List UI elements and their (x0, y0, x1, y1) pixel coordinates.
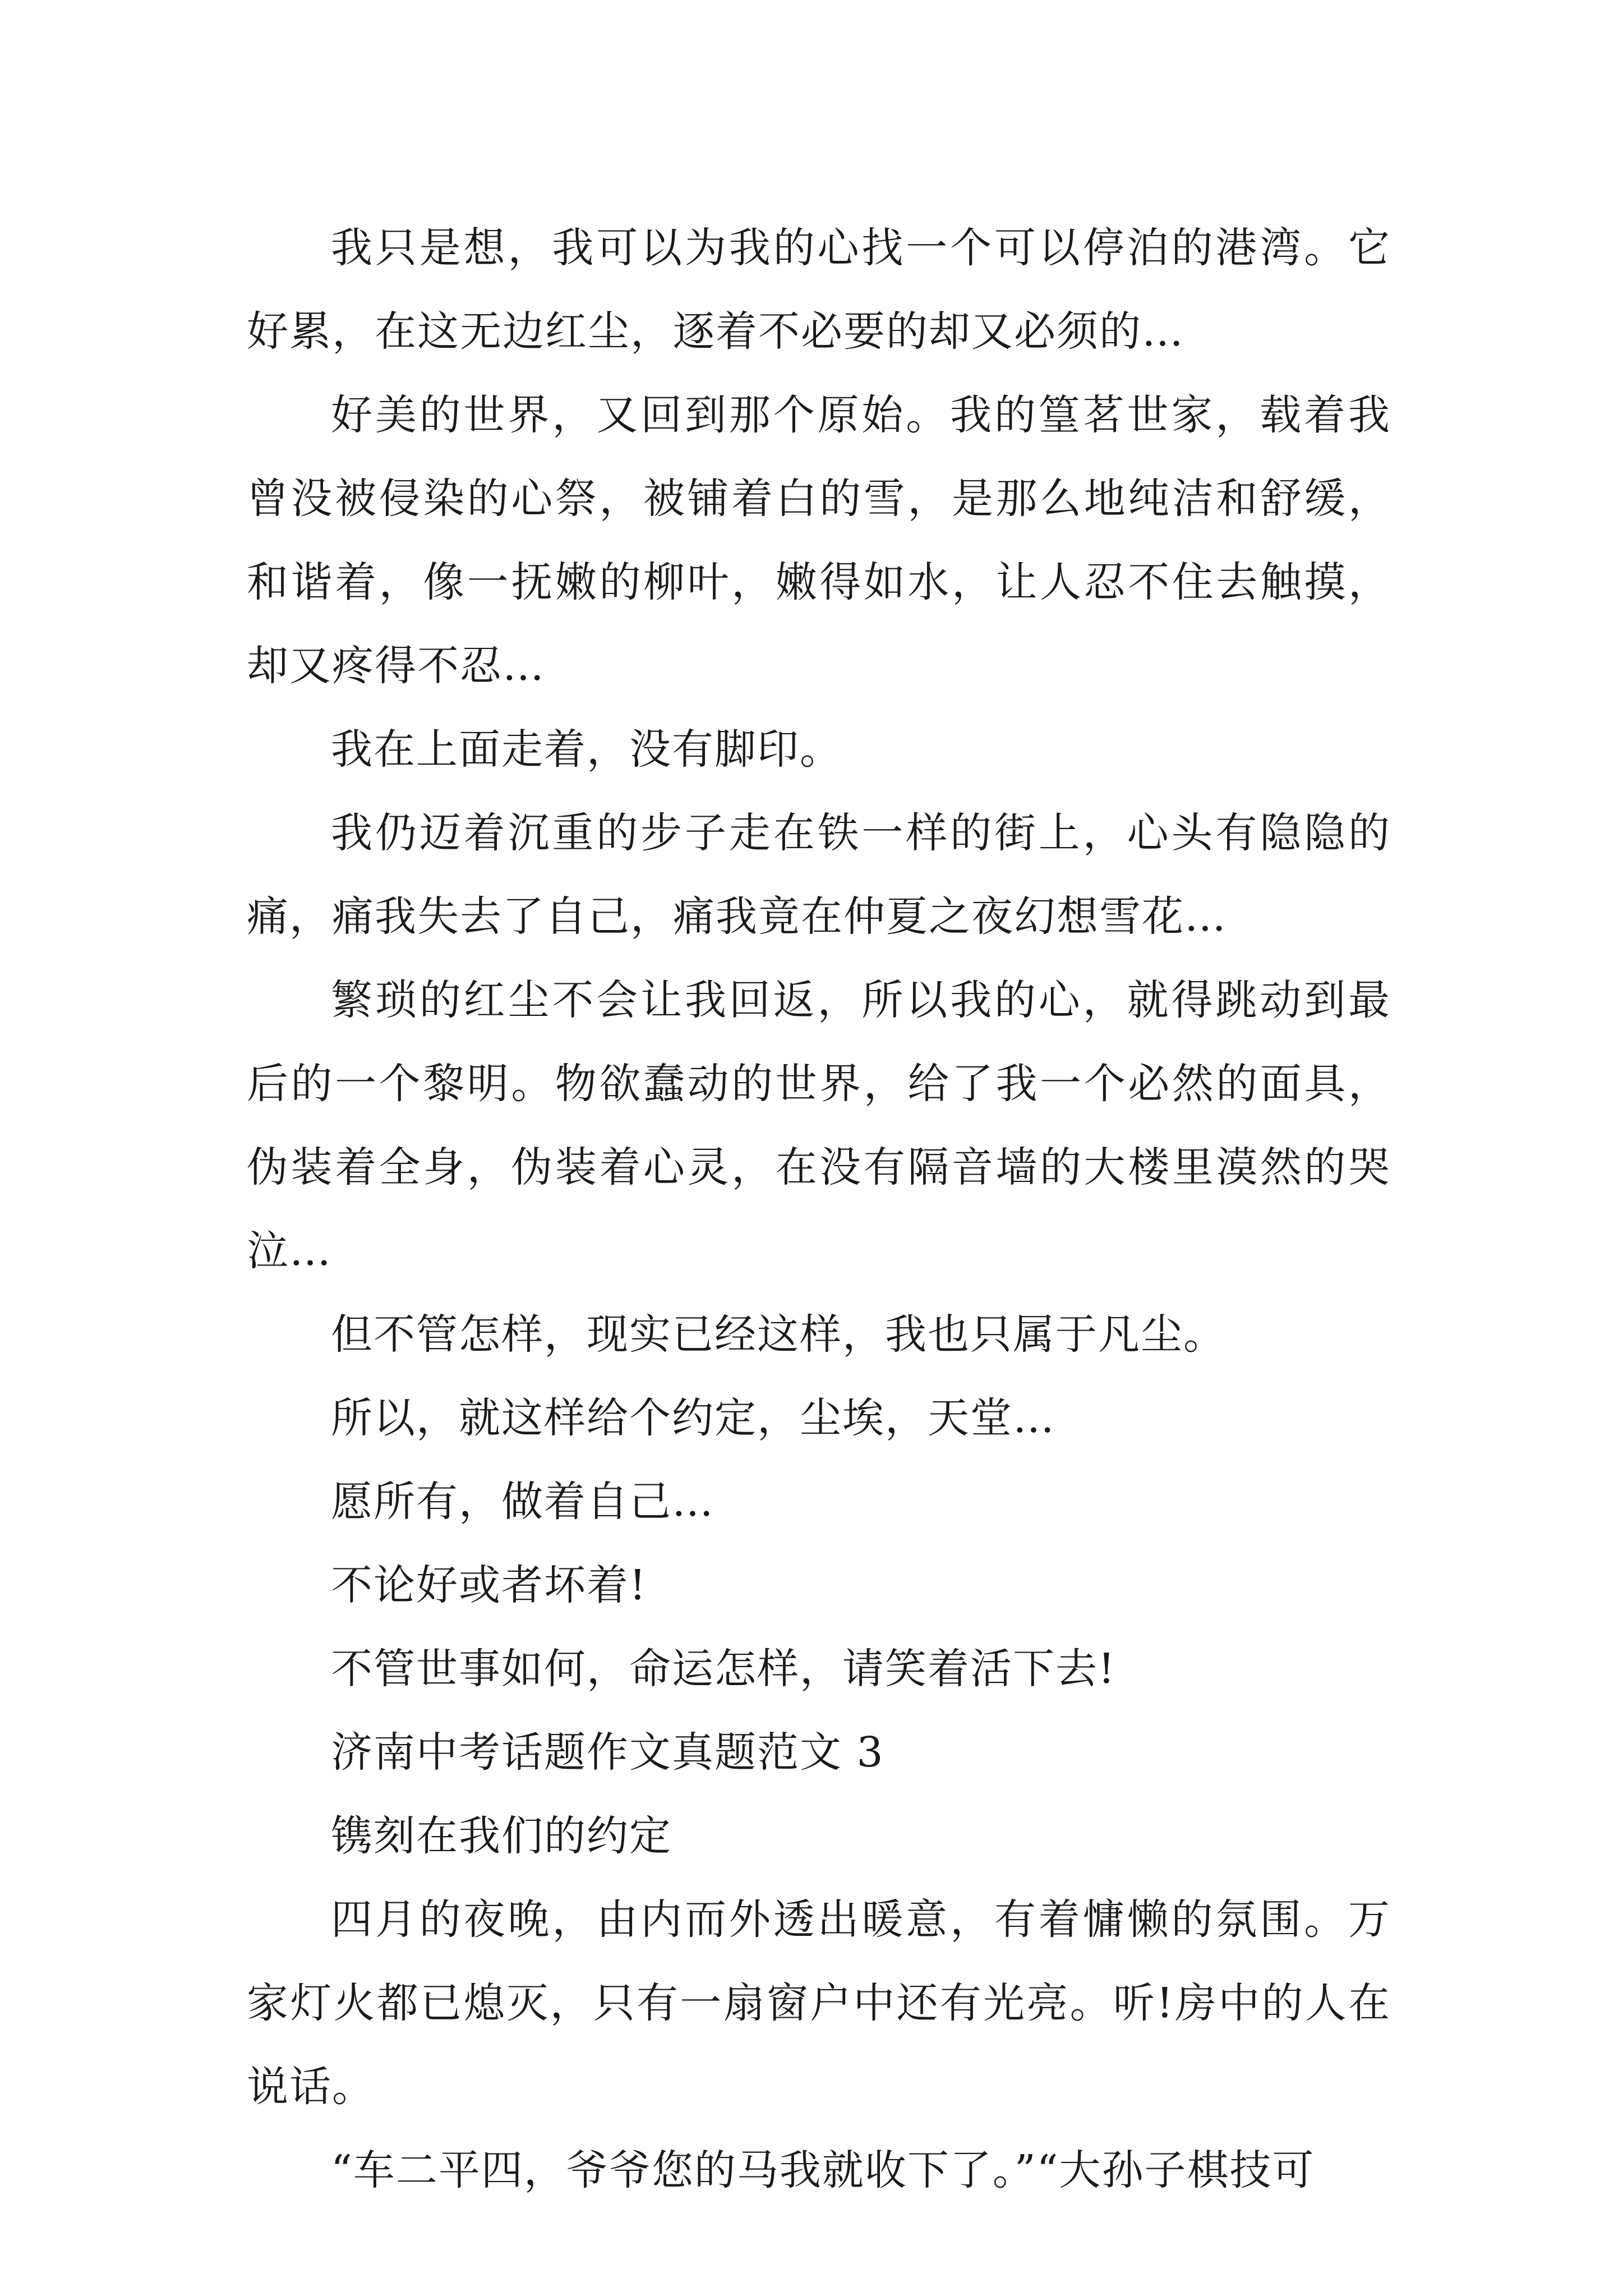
paragraph: 我在上面走着，没有脚印。 (331, 725, 842, 774)
essay-title: 镌刻在我们的约定 (331, 1812, 672, 1860)
paragraph: 繁琐的红尘不会让我回返，所以我的心，就得跳动到最后的一个黎明。物欲蠢动的世界，给了我一个必然的面具，伪装着全身，伪装着心灵，在没有隔音墙的大楼里漠然的哭泣… (247, 976, 1391, 1275)
paragraph: 不论好或者坏着! (331, 1561, 647, 1609)
paragraph: 我仍迈着沉重的步子走在铁一样的街上，心头有隐隐的痛，痛我失去了自己，痛我竟在仲夏之夜幻想雪花… (247, 809, 1391, 941)
section-heading: 济南中考话题作文真题范文 3 (331, 1728, 884, 1777)
paragraph: 好美的世界，又回到那个原始。我的篁茗世家，载着我曾没被侵染的心祭，被铺着白的雪，是那么地纯洁和舒缓，和谐着，像一抚嫩的柳叶，嫩得如水，让人忍不住去触摸，却又疼得不忍… (247, 391, 1391, 690)
paragraph: 所以，就这样给个约定，尘埃，天堂… (331, 1394, 1055, 1442)
paragraph: 不管世事如何，命运怎样，请笑着活下去! (331, 1645, 1116, 1693)
paragraph: 愿所有，做着自己… (331, 1478, 714, 1526)
paragraph: 四月的夜晚，由内而外透出暖意，有着慵懒的氛围。万家灯火都已熄灭，只有一扇窗户中还有光亮。听!房中的人在说话。 (247, 1895, 1391, 2111)
paragraph: 我只是想，我可以为我的心找一个可以停泊的港湾。它好累，在这无边红尘，逐着不必要的却又必须的… (247, 224, 1391, 356)
document-body (247, 206, 1391, 2212)
paragraph: 但不管怎样，现实已经这样，我也只属于凡尘。 (331, 1310, 1226, 1359)
paragraph: “车二平四，爷爷您的马我就收下了。”“大孙子棋技可 (331, 2146, 1315, 2194)
